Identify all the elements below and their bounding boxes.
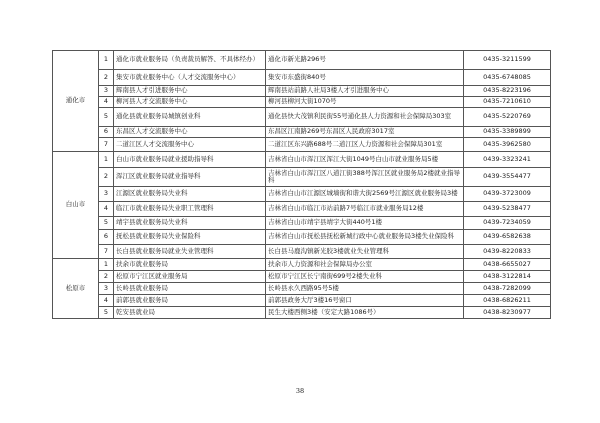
address-cell: 辉南县站前路人社局3楼人才引进服务中心 [266, 86, 464, 97]
unit-name-cell: 二道江区人才交流服务中心 [114, 138, 266, 152]
row-number-cell: 2 [99, 168, 114, 187]
table-row [53, 108, 551, 127]
row-number-cell: 5 [99, 108, 114, 127]
table-row [53, 283, 551, 295]
address-cell: 通化市新光路296号 [266, 51, 464, 70]
phone-cell: 0435-5220769 [464, 108, 551, 127]
unit-name-cell: 扶余市就业服务局 [114, 259, 266, 271]
address-cell: 前郭县政务大厅3楼16号窗口 [266, 295, 464, 307]
table-row [53, 230, 551, 245]
phone-cell: 0438-6826211 [464, 295, 551, 307]
phone-cell: 0438-7282099 [464, 283, 551, 295]
table-row [53, 271, 551, 283]
row-number-cell: 5 [99, 307, 114, 319]
row-number-cell: 4 [99, 97, 114, 108]
unit-name-cell: 白山市就业服务局就业援助指导科 [114, 152, 266, 168]
city-cell: 白山市 [53, 152, 99, 259]
address-cell: 吉林省白山市临江市站前路7号临江市就业服务局12楼 [266, 202, 464, 217]
unit-name-cell: 东昌区人才交流服务中心 [114, 127, 266, 138]
table-row [53, 202, 551, 217]
unit-name-cell: 松原市宁江区就业服务局 [114, 271, 266, 283]
unit-name-cell: 辉南县人才引进服务中心 [114, 86, 266, 97]
address-cell: 东昌区江南路269号东昌区人民政府3017室 [266, 127, 464, 138]
directory-table-body [53, 51, 551, 319]
phone-cell: 0435-6748085 [464, 70, 551, 86]
address-cell: 吉林省白山市靖宇县靖宇大街440号1楼 [266, 217, 464, 230]
row-number-cell: 7 [99, 138, 114, 152]
phone-cell: 0439-3723009 [464, 187, 551, 202]
phone-cell: 0438-3122814 [464, 271, 551, 283]
address-cell: 通化县快大茂镇利民街55号通化县人力资源和社会保障局303室 [266, 108, 464, 127]
table-row [53, 168, 551, 187]
table-row [53, 295, 551, 307]
unit-name-cell: 江源区就业服务局失业科 [114, 187, 266, 202]
city-cell: 松原市 [53, 259, 99, 319]
address-cell: 柳河县柳河大街1070号 [266, 97, 464, 108]
table-row [53, 307, 551, 319]
address-cell: 吉林省白山市抚松县抚松新城行政中心就业服务局3楼失业保险科 [266, 230, 464, 245]
phone-cell: 0435-3962580 [464, 138, 551, 152]
table-row [53, 127, 551, 138]
table-row [53, 217, 551, 230]
row-number-cell: 6 [99, 127, 114, 138]
address-cell: 吉林省白山市浑江区八道江街388号浑江区就业服务局2楼就业指导科 [266, 168, 464, 187]
row-number-cell: 7 [99, 245, 114, 259]
city-cell: 通化市 [53, 51, 99, 152]
phone-cell: 0438-8230977 [464, 307, 551, 319]
table-row [53, 51, 551, 70]
row-number-cell: 3 [99, 283, 114, 295]
row-number-cell: 1 [99, 51, 114, 70]
row-number-cell: 6 [99, 230, 114, 245]
row-number-cell: 1 [99, 152, 114, 168]
row-number-cell: 2 [99, 70, 114, 86]
row-number-cell: 1 [99, 259, 114, 271]
address-cell: 松原市宁江区长宁南街699号2楼失业科 [266, 271, 464, 283]
phone-cell: 0435-7210610 [464, 97, 551, 108]
table-row [53, 138, 551, 152]
row-number-cell: 4 [99, 295, 114, 307]
row-number-cell: 5 [99, 217, 114, 230]
unit-name-cell: 长白县就业服务局就业失业管理科 [114, 245, 266, 259]
unit-name-cell: 通化市就业服务局（负责裁员解答、不具体经办） [114, 51, 266, 70]
unit-name-cell: 乾安县就业局 [114, 307, 266, 319]
address-cell: 集安市东盛街840号 [266, 70, 464, 86]
address-cell: 长岭县永久西路95号5楼 [266, 283, 464, 295]
table-row [53, 86, 551, 97]
unit-name-cell: 抚松县就业服务局失业保险科 [114, 230, 266, 245]
unit-name-cell: 柳河县人才交流服务中心 [114, 97, 266, 108]
unit-name-cell: 靖宇县就业服务局失业科 [114, 217, 266, 230]
phone-cell: 0435-8223196 [464, 86, 551, 97]
unit-name-cell: 集安市就业服务中心（人才交流服务中心） [114, 70, 266, 86]
table-row [53, 152, 551, 168]
page-number: 38 [295, 387, 305, 395]
phone-cell: 0439-8220833 [464, 245, 551, 259]
unit-name-cell: 浑江区就业服务局就业指导科 [114, 168, 266, 187]
table-row [53, 187, 551, 202]
address-cell: 吉林省白山市江源区城墙街和谐大街2569号江源区就业服务局3楼 [266, 187, 464, 202]
unit-name-cell: 长岭县就业服务局 [114, 283, 266, 295]
phone-cell: 0439-3554477 [464, 168, 551, 187]
table-row [53, 259, 551, 271]
table-row [53, 245, 551, 259]
table-row [53, 97, 551, 108]
table-row [53, 70, 551, 86]
row-number-cell: 4 [99, 202, 114, 217]
row-number-cell: 3 [99, 86, 114, 97]
phone-cell: 0439-5238477 [464, 202, 551, 217]
unit-name-cell: 通化县就业服务局城镇创业科 [114, 108, 266, 127]
phone-cell: 0439-7234059 [464, 217, 551, 230]
row-number-cell: 2 [99, 271, 114, 283]
unit-name-cell: 临江市就业服务局失业职工管理科 [114, 202, 266, 217]
address-cell: 民生大楼西侧3楼（安定大路1086号） [266, 307, 464, 319]
phone-cell: 0439-3323241 [464, 152, 551, 168]
employment-service-directory-table [52, 50, 551, 319]
phone-cell: 0438-6655027 [464, 259, 551, 271]
row-number-cell: 3 [99, 187, 114, 202]
address-cell: 吉林省白山市浑江区浑江大街1049号白山市就业服务局5楼 [266, 152, 464, 168]
address-cell: 扶余市人力资源和社会保障局办公室 [266, 259, 464, 271]
address-cell: 二道江区东兴路688号二道江区人力资源和社会保障局301室 [266, 138, 464, 152]
unit-name-cell: 前郭县就业服务局 [114, 295, 266, 307]
address-cell: 长白县马鹿沟镇新光胶3楼就业失业管理科 [266, 245, 464, 259]
phone-cell: 0435-3211599 [464, 51, 551, 70]
phone-cell: 0439-6582638 [464, 230, 551, 245]
phone-cell: 0435-3389899 [464, 127, 551, 138]
